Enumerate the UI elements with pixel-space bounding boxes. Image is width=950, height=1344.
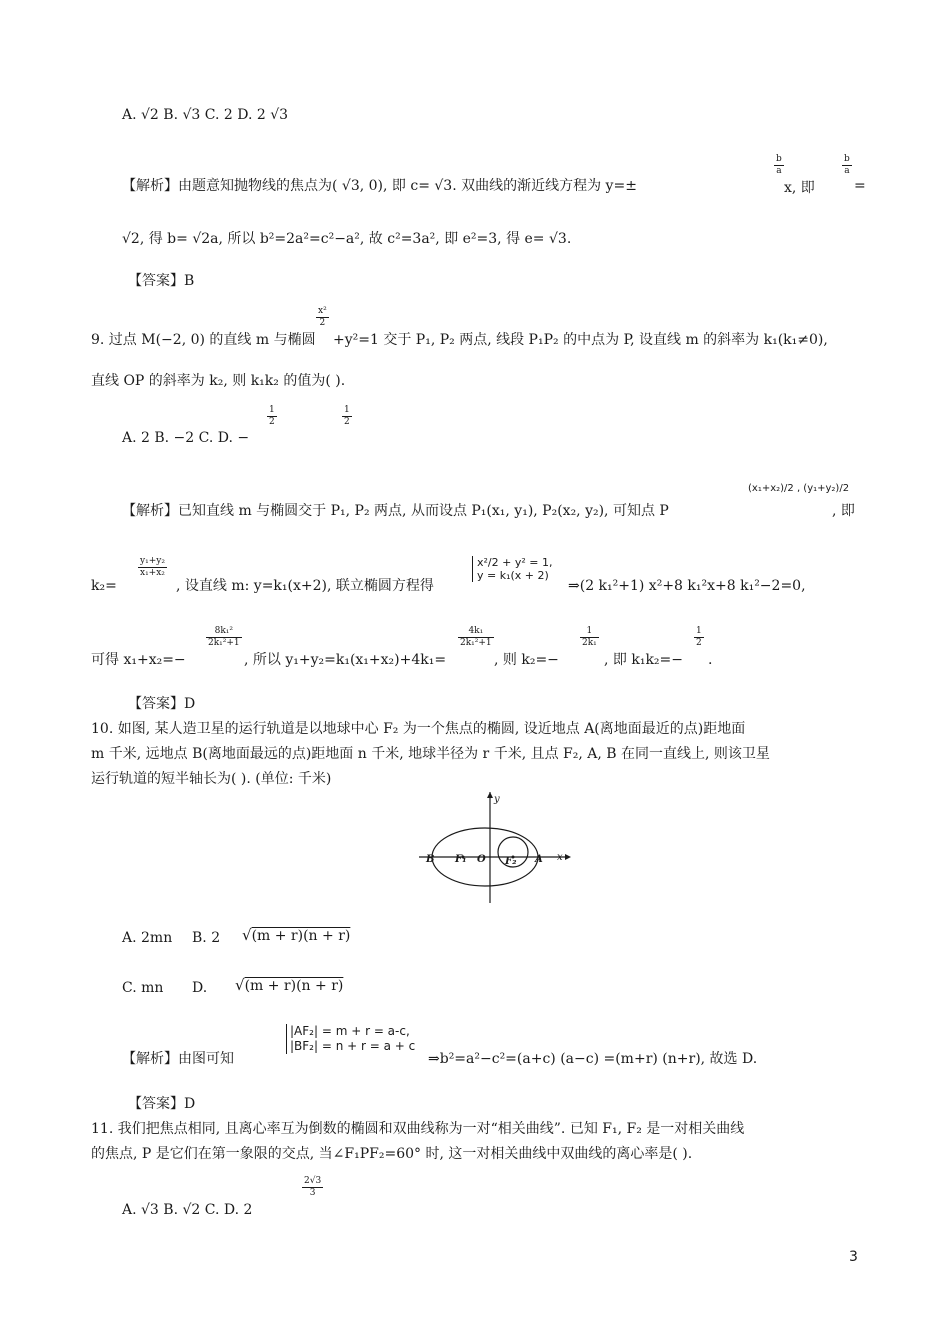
q9-system-line2: y = k₁(x + 2) <box>477 569 549 582</box>
q9-stem-line1b: +y²=1 交于 P₁, P₂ 两点, 线段 P₁P₂ 的中点为 P, 设直线 m 的斜率为 k₁(k₁≠0), <box>333 332 828 348</box>
q8-fraction-b-over-a: $\frac{b}{a}$ <box>776 154 782 176</box>
q11-options: A. √3 B. √2 C. D. 2 <box>122 1202 253 1218</box>
q10-system-line2: |BF₂| = n + r = a + c <box>290 1039 416 1053</box>
q10-stem-line3: 运行轨道的短半轴长为( ). (单位: 千米) <box>91 771 332 787</box>
q10-equation-system <box>286 1024 415 1054</box>
q9-options: A. 2 B. −2 C. D. − <box>122 430 250 446</box>
q9-fraction-sum-x: $\frac{\text{8k₁²}}{\text{2k₁²+1}}$ <box>208 626 240 648</box>
point-b-label: B <box>426 854 435 865</box>
point-f2-label: F₂ <box>505 856 517 867</box>
q9-analysis-line3b: , 所以 y₁+y₂=k₁(x₁+x₂)+4k₁= <box>244 652 447 668</box>
q9-analysis-line1: 【解析】已知直线 m 与椭圆交于 P₁, P₂ 两点, 从而设点 P₁(x₁, y₁), P₂(x₂, y₂), 可知点 P <box>122 503 669 519</box>
q9-answer: 【答案】D <box>128 696 196 712</box>
q10-option-b-sqrt: √(m + r)(n + r) <box>242 926 351 944</box>
q9-fraction-sum-y: $\frac{\text{4k₁}}{\text{2k₁²+1}}$ <box>460 626 492 648</box>
q9-system-line1: x²/2 + y² = 1, <box>477 556 553 569</box>
q11-stem-line2: 的焦点, P 是它们在第一象限的交点, 当∠F₁PF₂=60° 时, 这一对相关曲线中双曲线的离心率是( ). <box>91 1146 693 1162</box>
q8-options: A. √2 B. √3 C. 2 D. 2 √3 <box>122 107 289 123</box>
q9-fraction-half: $\frac{1}{2}$ <box>696 626 702 648</box>
point-a-label: A <box>535 854 543 865</box>
q10-option-b: B. 2 <box>192 930 221 946</box>
q8-fraction-b-over-a-2: $\frac{b}{a}$ <box>844 154 850 176</box>
q10-stem-line1: 10. 如图, 某人造卫星的运行轨道是以地球中心 F₂ 为一个焦点的椭圆, 设近地点 A(离地面最近的点)距地面 <box>91 721 746 737</box>
q9-analysis-line2-tail: ⇒(2 k₁²+1) x²+8 k₁²x+8 k₁²−2=0, <box>568 578 806 594</box>
q9-fraction-k2: $\frac{1}{\text{2k₁}}$ <box>582 626 597 648</box>
q8-answer: 【答案】B <box>128 273 195 289</box>
q9-stem-line1a: 9. 过点 M(−2, 0) 的直线 m 与椭圆 <box>91 332 316 348</box>
q10-analysis-a: 【解析】由图可知 <box>122 1051 234 1067</box>
x-label: x <box>557 852 563 863</box>
q9-k2-label: k₂= <box>91 578 117 594</box>
q9-fraction-x2-over-2: $\frac{\text{x²}}{2}$ <box>318 306 327 328</box>
origin-label: O <box>477 854 486 865</box>
y-label: y <box>494 794 500 805</box>
q10-stem-line2: m 千米, 远地点 B(离地面最远的点)距地面 n 千米, 地球半径为 r 千米, 且点 F₂, A, B 在同一直线上, 则该卫星 <box>91 746 770 762</box>
q9-analysis-line3a: 可得 x₁+x₂=− <box>91 652 186 668</box>
q8-equals: = <box>854 178 866 194</box>
y-axis-arrow <box>487 792 493 798</box>
point-f1-label: F₁ <box>455 854 467 865</box>
q9-option-c-half: $\frac{1}{2}$ <box>269 405 275 427</box>
q9-analysis-line3d: , 即 k₁k₂=− <box>604 652 684 668</box>
q8-analysis-line1-tail: x, 即 <box>784 180 815 196</box>
q9-stem-line2: 直线 OP 的斜率为 k₂, 则 k₁k₂ 的值为( ). <box>91 373 346 389</box>
q8-analysis-line2: √2, 得 b= √2a, 所以 b²=2a²=c²−a², 故 c²=3a², 即 e²=3, 得 e= √3. <box>122 231 572 247</box>
q10-analysis-b: ⇒b²=a²−c²=(a+c) (a−c) =(m+r) (n+r), 故选 D. <box>428 1051 758 1067</box>
q9-analysis-line2: , 设直线 m: y=k₁(x+2), 联立椭圆方程得 <box>176 578 434 594</box>
q8-analysis-line1: 【解析】由题意知抛物线的焦点为( √3, 0), 即 c= √3. 双曲线的渐近线方程为 y=± <box>122 178 637 194</box>
q11-option-c-fraction: $\frac{2√3}{3}$ <box>304 1176 322 1198</box>
q10-option-d-sqrt: √(m + r)(n + r) <box>235 976 344 994</box>
q10-system-line1: |AF₂| = m + r = a-c, <box>290 1024 410 1038</box>
q9-analysis-line1-tail: , 即 <box>832 503 855 519</box>
q9-option-d-half: $\frac{1}{2}$ <box>344 405 350 427</box>
x-axis-arrow <box>565 854 571 860</box>
q10-option-a: A. 2mn <box>122 930 173 946</box>
q10-answer: 【答案】D <box>128 1096 196 1112</box>
q11-stem-line1: 11. 我们把焦点相同, 且离心率互为倒数的椭圆和双曲线称为一对“相关曲线”. 已知 F₁, F₂ 是一对相关曲线 <box>91 1121 745 1137</box>
q9-equation-system <box>472 556 552 582</box>
q9-midpoint-expression: (x₁+x₂)/2 , (y₁+y₂)/2 <box>748 483 850 494</box>
q9-k2-fraction: $\frac{\text{y₁+y₂}}{\text{x₁+x₂}}$ <box>140 556 165 578</box>
page-number: 3 <box>849 1249 858 1265</box>
q10-ellipse-figure <box>415 788 575 906</box>
q10-option-c: C. mn <box>122 980 164 996</box>
q9-analysis-line3c: , 则 k₂=− <box>494 652 559 668</box>
q9-analysis-line3e: . <box>708 652 713 668</box>
q10-option-d: D. <box>192 980 208 996</box>
